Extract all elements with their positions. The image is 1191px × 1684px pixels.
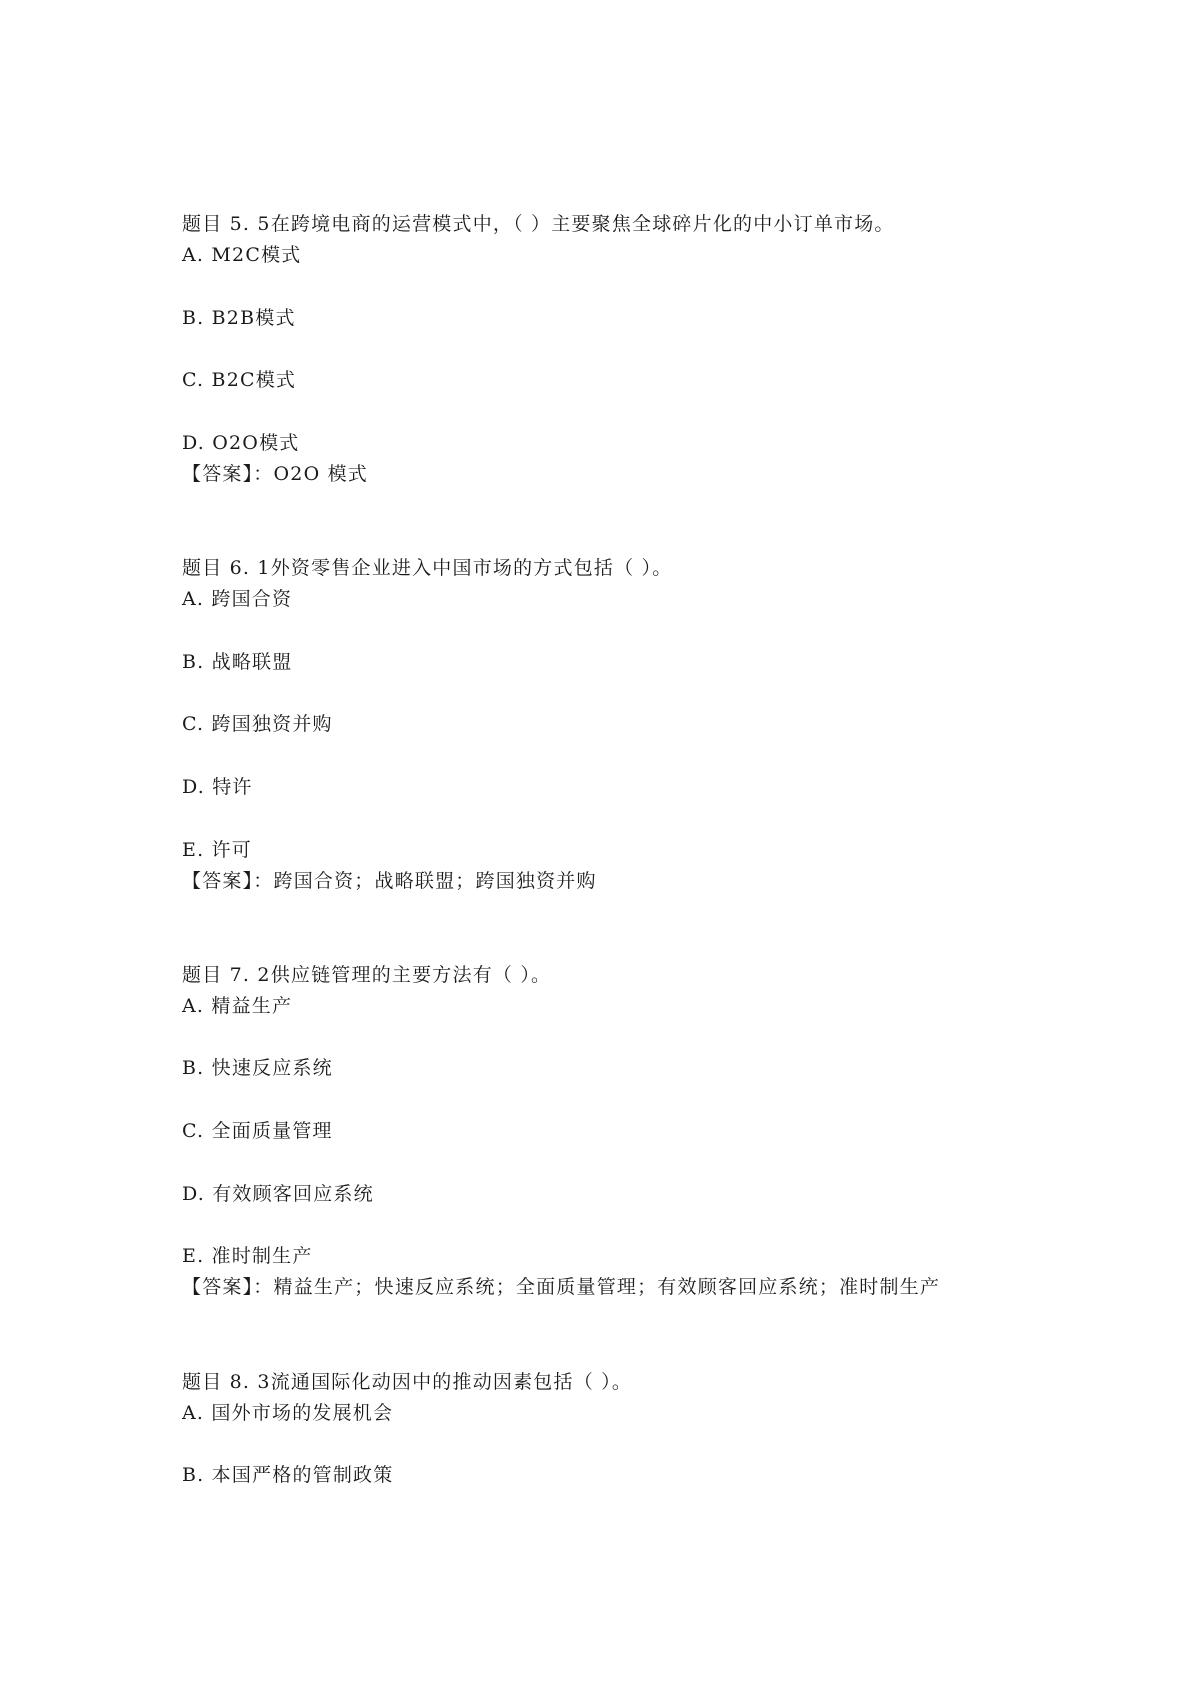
question-6-option-b: B. 战略联盟 (182, 651, 293, 673)
question-7-answer: 【答案】：精益生产；快速反应系统；全面质量管理；有效顾客回应系统；准时制生产 (182, 1276, 941, 1298)
question-5-option-a: A. M2C模式 (182, 244, 302, 266)
question-5-option-c: C. B2C模式 (182, 369, 297, 391)
question-6-option-c: C. 跨国独资并购 (182, 713, 333, 735)
question-6-title: 题目 6. 1外资零售企业进入中国市场的方式包括（ ）。 (182, 557, 673, 579)
question-7-option-e: E. 准时制生产 (182, 1245, 313, 1267)
question-8-option-b: B. 本国严格的管制政策 (182, 1464, 394, 1486)
question-5-answer: 【答案】：O2O 模式 (182, 463, 368, 485)
question-7-option-c: C. 全面质量管理 (182, 1120, 333, 1142)
question-6-option-d: D. 特许 (182, 776, 253, 798)
question-6-option-a: A. 跨国合资 (182, 588, 293, 610)
question-7-option-b: B. 快速反应系统 (182, 1057, 333, 1079)
question-8-title: 题目 8. 3流通国际化动因中的推动因素包括（ ）。 (182, 1371, 633, 1393)
question-5-option-b: B. B2B模式 (182, 307, 296, 329)
question-8-option-a: A. 国外市场的发展机会 (182, 1402, 394, 1424)
question-7-option-d: D. 有效顾客回应系统 (182, 1183, 374, 1205)
question-5-title: 题目 5. 5在跨境电商的运营模式中，（ ）主要聚焦全球碎片化的中小订单市场。 (182, 213, 895, 235)
question-6-answer: 【答案】：跨国合资；战略联盟；跨国独资并购 (182, 870, 597, 892)
question-7-title: 题目 7. 2供应链管理的主要方法有（ ）。 (182, 964, 552, 986)
question-7-option-a: A. 精益生产 (182, 995, 293, 1017)
question-5-option-d: D. O2O模式 (182, 432, 300, 454)
question-6-option-e: E. 许可 (182, 839, 252, 861)
